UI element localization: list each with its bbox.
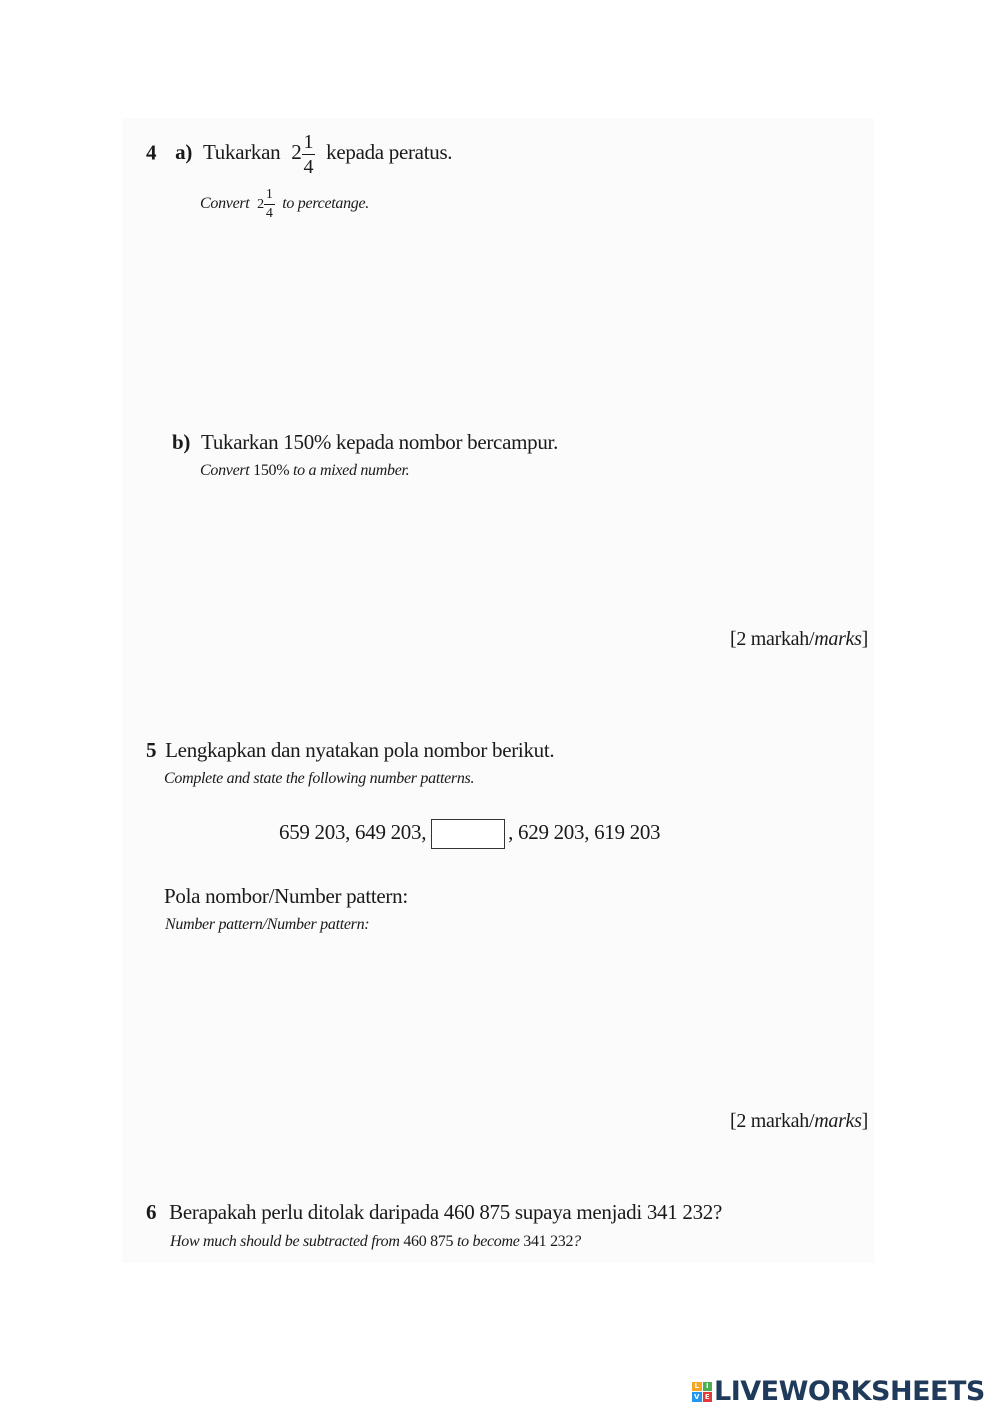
worksheet-page — [122, 118, 874, 1263]
live-grid-icon — [692, 1382, 712, 1402]
q4a-sub-pre: Convert — [200, 195, 250, 213]
q4a-denominator: 4 — [303, 156, 314, 178]
q5-sequence-before: 659 203, 649 203, — [279, 819, 427, 844]
q6-sub-line — [170, 1233, 581, 1251]
q4-number: 4 — [146, 140, 157, 165]
q4-marks — [730, 628, 868, 651]
q6-sub-v1: 460 875 — [403, 1233, 454, 1250]
q5-pattern-label: Pola nombor/Number pattern: — [164, 884, 408, 908]
live-icon-i: I — [703, 1382, 713, 1392]
q4a-whole: 2 — [291, 140, 302, 165]
q5-sequence — [279, 819, 660, 849]
q4b-sub-value: 150% — [253, 462, 290, 479]
q5-pattern-label-sub: Number pattern/Number pattern: — [165, 916, 370, 933]
q4-marks-pre: [2 markah/ — [730, 628, 815, 650]
q5-sub: Complete and state the following number patterns. — [164, 770, 475, 787]
q6-line — [146, 1200, 722, 1225]
q5-marks-italic: marks — [814, 1110, 862, 1132]
q5-line — [146, 738, 554, 763]
q4a-sub-fraction — [264, 188, 275, 221]
q4a-numerator: 1 — [303, 131, 314, 153]
q4a-line — [146, 132, 452, 177]
q6-sub-post: ? — [573, 1233, 581, 1250]
liveworksheets-logo[interactable] — [692, 1376, 985, 1407]
live-icon-l: L — [692, 1382, 702, 1392]
q4b-label: b) — [172, 430, 191, 454]
live-icon-v: V — [692, 1392, 702, 1402]
q4b-sub-line — [200, 462, 409, 480]
q5-marks-post: ] — [861, 1110, 868, 1132]
q4a-sub-whole: 2 — [257, 197, 264, 213]
q5-marks-pre: [2 markah/ — [730, 1110, 815, 1132]
live-icon-e: E — [703, 1392, 713, 1402]
q6-sub-mid: to become — [456, 1233, 520, 1250]
q4b-line — [172, 430, 558, 455]
q4b-sub-pre: Convert — [200, 462, 250, 479]
q6-sub-v2: 341 232 — [523, 1233, 574, 1250]
q5-marks — [730, 1110, 868, 1133]
q4-marks-post: ] — [861, 628, 868, 650]
q6-sub-pre: How much should be subtracted from — [170, 1233, 400, 1250]
q4b-text: Tukarkan 150% kepada nombor bercampur. — [201, 430, 559, 454]
q4a-text-post: kepada peratus. — [326, 140, 453, 165]
q4a-sub-line — [200, 188, 369, 221]
q4-marks-italic: marks — [814, 628, 862, 650]
q4a-text-pre: Tukarkan — [203, 140, 281, 165]
q4a-mixed-number — [291, 131, 320, 178]
q5-answer-box[interactable] — [431, 819, 505, 849]
q6-number: 6 — [146, 1200, 157, 1224]
q4a-sub-numerator: 1 — [264, 188, 275, 205]
q5-number: 5 — [146, 738, 157, 762]
q5-text: Lengkapkan dan nyatakan pola nombor berikut. — [165, 738, 555, 762]
q4b-sub-post: to a mixed number. — [293, 462, 410, 479]
q4a-label: a) — [175, 140, 193, 165]
q6-text: Berapakah perlu ditolak daripada 460 875 supaya menjadi 341 232? — [169, 1200, 723, 1224]
q4a-fraction — [302, 132, 316, 177]
q4a-sub-post: to percetange. — [282, 195, 369, 213]
q5-sequence-after: , 629 203, 619 203 — [508, 819, 661, 844]
q4a-sub-denominator: 4 — [265, 206, 273, 221]
brand-text: LIVEWORKSHEETS — [714, 1376, 985, 1407]
